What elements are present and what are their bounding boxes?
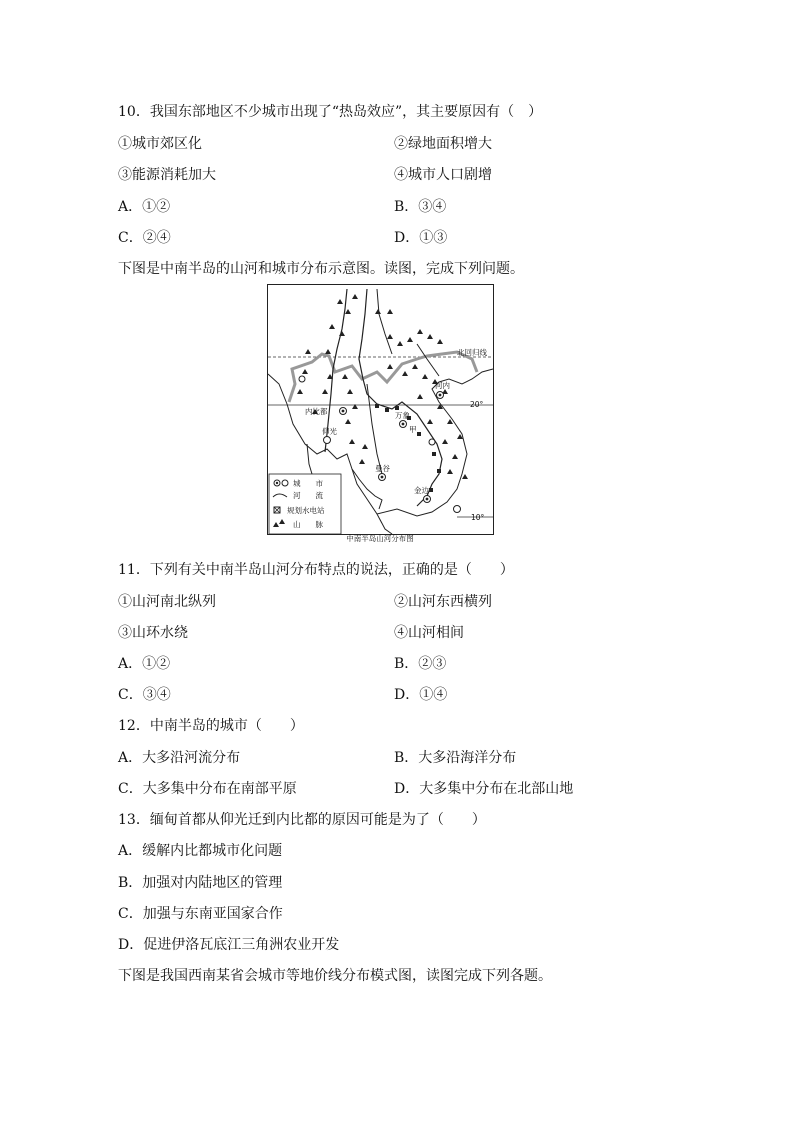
q10-choice-c: C．②④ bbox=[118, 230, 171, 246]
lat-20-label: 20° bbox=[470, 400, 484, 409]
q11-choice-a: A．①② bbox=[118, 656, 171, 672]
city-label-hanoi: 河内 bbox=[435, 381, 450, 390]
legend-river-label: 河 流 bbox=[293, 491, 323, 500]
tropic-label: 北回归线 bbox=[457, 348, 487, 357]
q13-choice-a: A．缓解内比都城市化问题 bbox=[118, 843, 283, 859]
q10-option-4: ④城市人口剧增 bbox=[394, 167, 492, 183]
q13-choice-c: C．加强与东南亚国家合作 bbox=[118, 906, 283, 922]
q12-choice-c: C．大多集中分布在南部平原 bbox=[118, 781, 297, 797]
q10-stem: 10．我国东部地区不少城市出现了“热岛效应”，其主要原因有（ ） bbox=[118, 104, 543, 120]
q11-option-3: ③山环水绕 bbox=[118, 625, 188, 641]
q10-option-1: ①城市郊区化 bbox=[118, 136, 202, 152]
legend-mountain-label: 山 脉 bbox=[293, 520, 323, 529]
q12-choice-d: D．大多集中分布在北部山地 bbox=[394, 781, 574, 797]
intro-map-text: 下图是中南半岛的山河和城市分布示意图。读图，完成下列问题。 bbox=[118, 261, 524, 277]
city-label-naypyidaw: 内比都 bbox=[305, 407, 328, 416]
city-label-phnompenh: 金边 bbox=[414, 486, 429, 495]
q11-option-2: ②山河东西横列 bbox=[394, 594, 492, 610]
map-caption: 中南半岛山河分布图 bbox=[346, 534, 414, 542]
q10-choice-b: B．③④ bbox=[394, 199, 447, 215]
q13-choice-b: B．加强对内陆地区的管理 bbox=[118, 875, 283, 891]
city-label-yangon: 仰光 bbox=[322, 427, 337, 436]
lat-10-label: 10° bbox=[471, 513, 485, 522]
indochina-map-figure bbox=[267, 284, 494, 542]
legend-city-label: 城 市 bbox=[293, 479, 323, 488]
q10-option-3: ③能源消耗加大 bbox=[118, 167, 216, 183]
q10-choice-a: A．①② bbox=[118, 199, 171, 215]
city-label-jia: 甲 bbox=[409, 425, 417, 434]
q11-option-4: ④山河相间 bbox=[394, 625, 464, 641]
legend-station-label: 规划水电站 bbox=[287, 506, 325, 515]
q10-option-2: ②绿地面积增大 bbox=[394, 136, 492, 152]
q11-choice-d: D．①④ bbox=[394, 687, 448, 703]
q11-option-1: ①山河南北纵列 bbox=[118, 594, 216, 610]
city-label-vientiane: 万象 bbox=[395, 411, 410, 420]
q11-choice-b: B．②③ bbox=[394, 656, 447, 672]
intro-landvalue-text: 下图是我国西南某省会城市等地价线分布模式图，读图完成下列各题。 bbox=[118, 968, 552, 984]
q11-stem: 11．下列有关中南半岛山河分布特点的说法，正确的是（ ） bbox=[118, 562, 514, 578]
q12-choice-a: A．大多沿河流分布 bbox=[118, 750, 241, 766]
q12-stem: 12．中南半岛的城市（ ） bbox=[118, 718, 304, 734]
q11-choice-c: C．③④ bbox=[118, 687, 171, 703]
q13-choice-d: D．促进伊洛瓦底江三角洲农业开发 bbox=[118, 937, 340, 953]
q10-choice-d: D．①③ bbox=[394, 230, 448, 246]
q12-choice-b: B．大多沿海洋分布 bbox=[394, 750, 517, 766]
city-label-bangkok: 曼谷 bbox=[375, 464, 390, 473]
q13-stem: 13．缅甸首都从仰光迁到内比都的原因可能是为了（ ） bbox=[118, 812, 486, 828]
